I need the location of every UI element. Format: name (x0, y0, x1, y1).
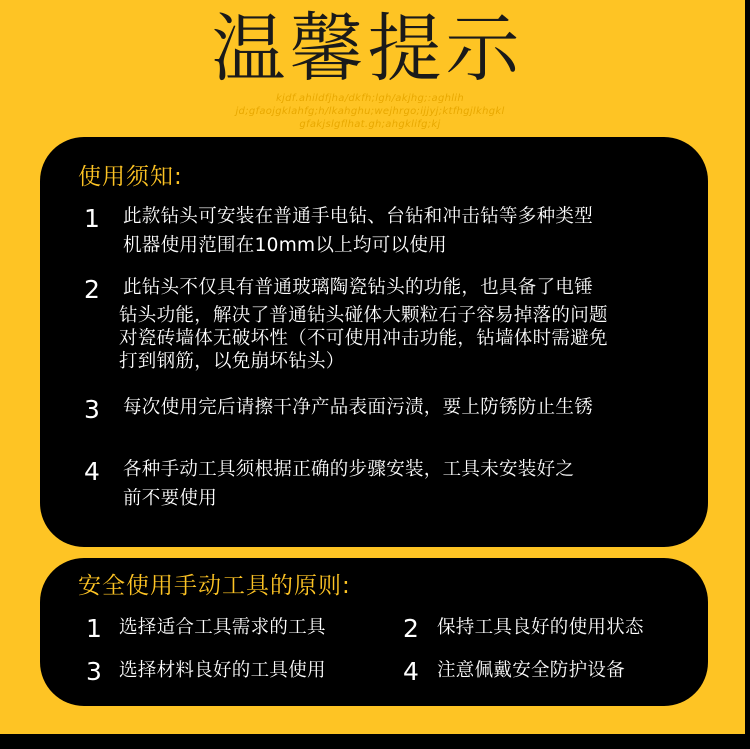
instruction-text: 各种手动工具须根据正确的步骤安装，工具未安装好之 (123, 459, 575, 480)
usage-instructions-heading: 使用须知: (78, 164, 183, 190)
principle-text: 注意佩戴安全防护设备 (437, 660, 626, 681)
instruction-number: 1 (84, 204, 100, 233)
principle-text: 保持工具良好的使用状态 (437, 617, 644, 638)
principle-number: 3 (86, 657, 102, 686)
usage-instructions-card (40, 137, 708, 547)
instruction-number: 2 (84, 275, 100, 304)
instruction-number: 3 (84, 395, 100, 424)
instruction-text: 打到钢筋，以免崩坏钻头） (119, 351, 345, 372)
instruction-text: 机器使用范围在10mm以上均可以使用 (123, 235, 447, 256)
instruction-text: 此款钻头可安装在普通手电钻、台钻和冲击钻等多种类型 (123, 206, 594, 227)
decorative-subtitle-line-3: gfakjslgflhat.gh;ahgklifg;kj (299, 119, 441, 130)
decorative-subtitle-line-1: kjdf.ahildfjha/dkfh;lgh/akjhg;:aghlih (275, 93, 465, 104)
principle-text: 选择材料良好的工具使用 (119, 660, 326, 681)
page-title: 温馨提示 (211, 6, 524, 92)
principle-number: 2 (403, 614, 419, 643)
principle-number: 1 (86, 614, 102, 643)
principle-number: 4 (403, 657, 419, 686)
instruction-text: 前不要使用 (123, 488, 218, 509)
instruction-text: 此钻头不仅具有普通玻璃陶瓷钻头的功能，也具备了电锤 (123, 277, 594, 298)
instruction-text: 对瓷砖墙体无破坏性（不可使用冲击功能，钻墙体时需避免 (119, 328, 608, 349)
instruction-text: 钻头功能，解决了普通钻头碰体大颗粒石子容易掉落的问题 (119, 305, 608, 326)
instruction-number: 4 (84, 457, 100, 486)
principle-text: 选择适合工具需求的工具 (119, 617, 326, 638)
instruction-text: 每次使用完后请擦干净产品表面污渍，要上防锈防止生锈 (123, 397, 594, 418)
safety-principles-card (40, 558, 708, 706)
decorative-subtitle-line-2: jd;gfaojgklahfg;h/lkahghu;wejhrgo;ijjyj;ktfhgjlkhgkl (235, 106, 505, 117)
safety-principles-heading: 安全使用手动工具的原则: (78, 573, 351, 599)
